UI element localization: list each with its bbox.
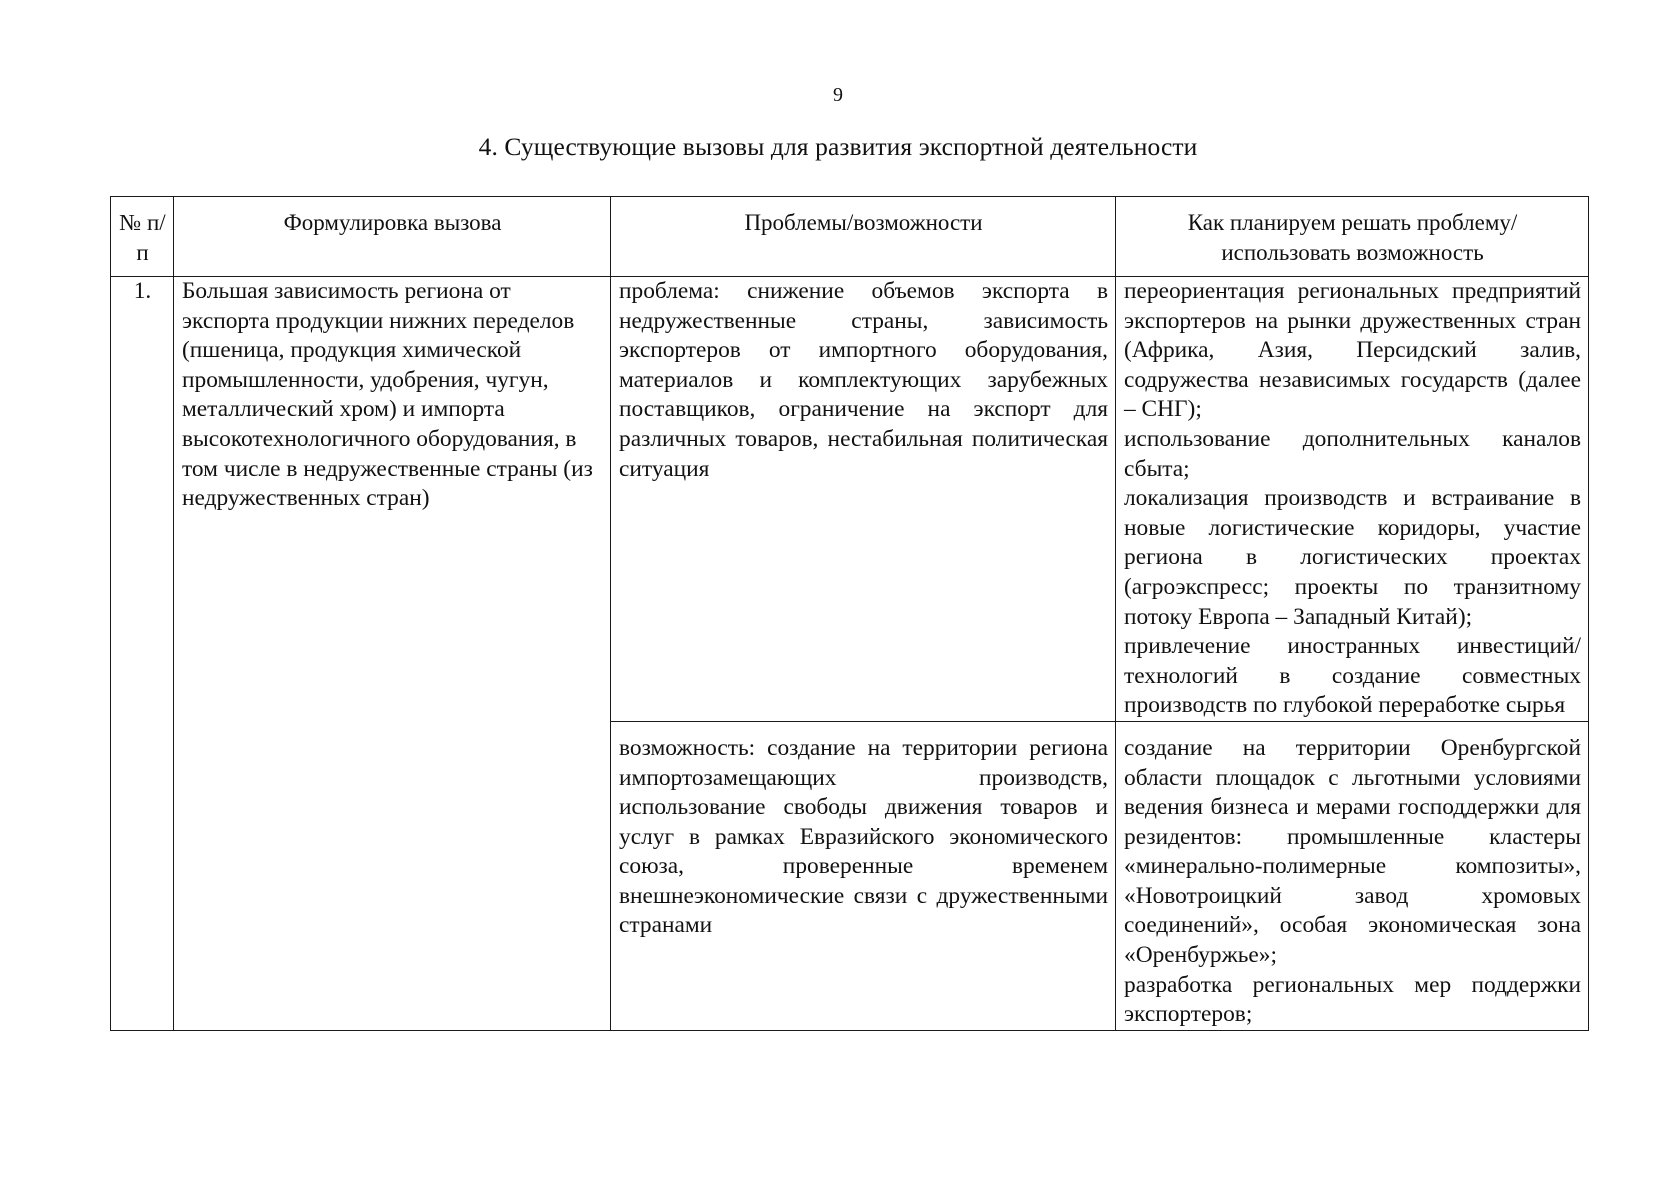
header-number: № п/п bbox=[111, 197, 174, 277]
solution-item: разработка региональных мер поддержки экспортеров; bbox=[1124, 971, 1581, 1028]
challenge-text: Большая зависимость региона от экспорта продукции нижних переделов (пшеница, продукция химической промышленности, удобрения, чугун, металлический хром) и импорта высокотехнологичного оборудования, в том числе в недружественные страны (из недружественных стран) bbox=[174, 277, 611, 1031]
opportunity-solutions bbox=[1116, 721, 1589, 1030]
header-problems: Проблемы/возможности bbox=[611, 197, 1116, 277]
header-solutions: Как планируем решать проблему/ использовать возможность bbox=[1116, 197, 1589, 277]
header-challenge: Формулировка вызова bbox=[174, 197, 611, 277]
solution-item: создание на территории Оренбургской области площадок с льготными условиями ведения бизнеса и мерами господдержки для резидентов: промышленные кластеры «минерально-полимерные композиты», «Новотроицкий завод хромовых соединений», особая экономическая зона «Оренбуржье»; bbox=[1124, 734, 1581, 969]
opportunity-text: возможность: создание на территории региона импортозамещающих производств, использование свободы движения товаров и услуг в рамках Евразийского экономического союза, проверенные временем внешнеэкономические связи с дружественными странами bbox=[611, 721, 1116, 1030]
solution-item: использование дополнительных каналов сбыта; bbox=[1124, 425, 1581, 482]
problem-solutions bbox=[1116, 277, 1589, 722]
row-number: 1. bbox=[111, 277, 174, 1031]
solution-item: привлечение иностранных инвестиций/ технологий в создание совместных производств по глубокой переработке сырья bbox=[1124, 633, 1581, 719]
table-header-row bbox=[111, 197, 1589, 277]
page-number: 9 bbox=[833, 84, 843, 106]
challenges-table bbox=[110, 196, 1589, 1031]
problem-text: проблема: снижение объемов экспорта в недружественные страны, зависимость экспортеров от импортного оборудования, материалов и комплектующих зарубежных поставщиков, ограничение на экспорт для различных товаров, нестабильная политическая ситуация bbox=[611, 277, 1116, 722]
solution-item: локализация производств и встраивание в новые логистические коридоры, участие региона в логистических проектах (агроэкспресс; проекты по транзитному потоку Европа – Западный Китай); bbox=[1124, 485, 1581, 630]
table-row bbox=[111, 277, 1589, 722]
solution-item: переориентация региональных предприятий экспортеров на рынки дружественных стран (Африка, Азия, Персидский залив, содружества независимых государств (далее – СНГ); bbox=[1124, 278, 1581, 423]
section-title: 4. Существующие вызовы для развития экспортной деятельности bbox=[478, 132, 1198, 161]
